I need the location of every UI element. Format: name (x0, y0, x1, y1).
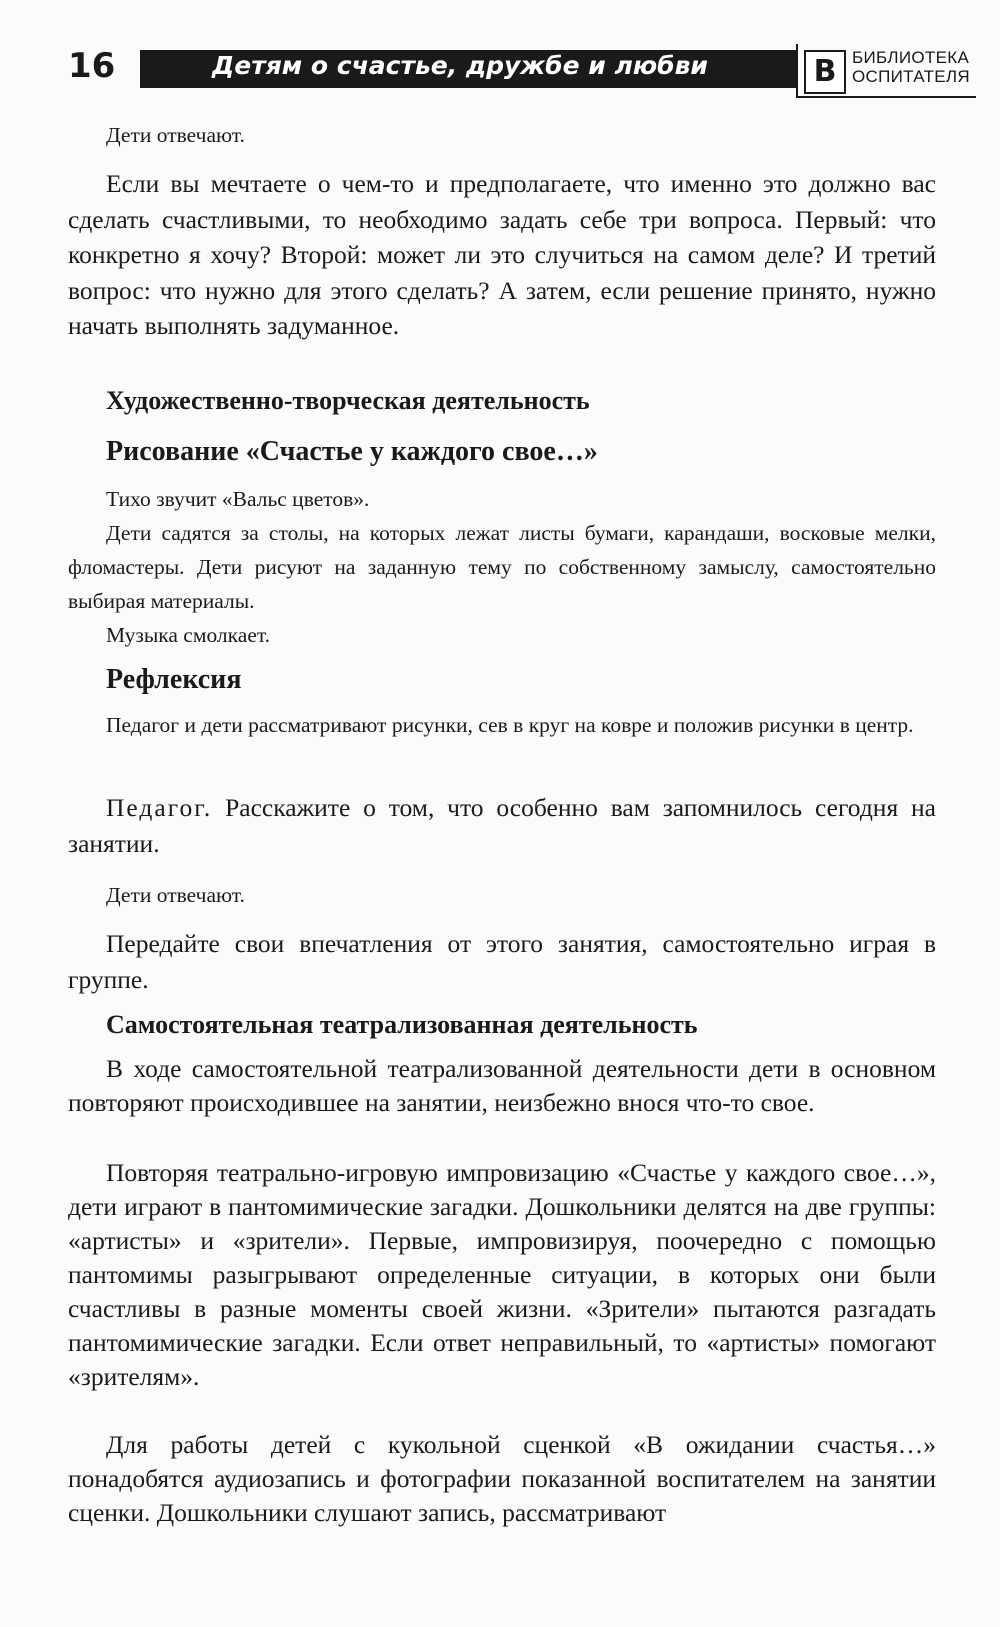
paragraph-children-answer-1: Дети отвечают. (106, 123, 245, 147)
running-title: Детям о счастье, дружбе и любви (212, 51, 708, 80)
paragraph-music-stops: Музыка смолкает. (106, 623, 271, 647)
speaker-label: Педагог. (106, 793, 213, 822)
page-number: 16 (68, 46, 116, 86)
header-underline (796, 96, 976, 98)
paragraph-theatre-intro: В ходе самостоятельной театрализованной деятельности дети в основном повторяют происходившее на занятии, неизбежно внося что-то свое. (68, 1054, 936, 1117)
heading-theatre-activity: Самостоятельная театрализованная деятельность (106, 1010, 698, 1039)
series-name (852, 48, 970, 86)
paragraph-teacher-question (68, 790, 936, 861)
paragraph-pantomime-riddles: Повторяя театрально-игровую импровизацию «Счастье у каждого свое…», дети играют в пантомимические загадки. Дошкольники делятся на две группы: «артисты» и «зрители». Первые, импровизируя, поочередно с помощью пантомимы разыгрывают определенные ситуации, в которых они были счастливы в разные моменты своей жизни. «Зрители» пытаются разгадать пантомимические загадки. Если ответ неправильный, то «артисты» помогают «зрителям». (68, 1158, 936, 1391)
series-name-line1: БИБЛИОТЕКА (852, 48, 970, 67)
heading-reflection: Рефлексия (106, 664, 242, 695)
series-name-line2: ОСПИТАТЕЛЯ (852, 67, 970, 86)
paragraph-share-impressions: Передайте свои впечатления от этого занятия, самостоятельно играя в группе. (68, 929, 936, 994)
paragraph-drawing-materials: Дети садятся за столы, на которых лежат листы бумаги, карандаши, восковые мелки, фломастеры. Дети рисуют на заданную тему по собственному замыслу, самостоятельно выбирая материалы. (68, 521, 936, 613)
paragraph-puppet-scene: Для работы детей с кукольной сценкой «В ожидании счастья…» понадобятся аудиозапись и фотографии показанной воспитателем на занятии сценки. Дошкольники слушают запись, рассматривают (68, 1430, 936, 1527)
heading-art-activity: Художественно-творческая деятельность (106, 386, 590, 415)
heading-drawing: Рисование «Счастье у каждого свое…» (106, 436, 598, 467)
paragraph-three-questions: Если вы мечтаете о чем-то и предполагаете, что именно это должно вас сделать счастливыми, то необходимо задать себе три вопроса. Первый: что конкретно я хочу? Второй: может ли это случиться на самом деле? И третий вопрос: что нужно для этого сделать? А затем, если решение принято, нужно начать выполнять задуманное. (68, 169, 936, 340)
paragraph-review-drawings: Педагог и дети рассматривают рисунки, сев в круг на ковре и положив рисунки в центр. (106, 713, 914, 737)
paragraph-children-answer-2: Дети отвечают. (106, 883, 245, 907)
header-divider (796, 44, 798, 98)
series-logo-icon: В (804, 50, 846, 94)
speaker-text: Расскажите о том, что особенно вам запомнилось сегодня на занятии. (68, 793, 936, 858)
paragraph-waltz: Тихо звучит «Вальс цветов». (106, 487, 370, 511)
